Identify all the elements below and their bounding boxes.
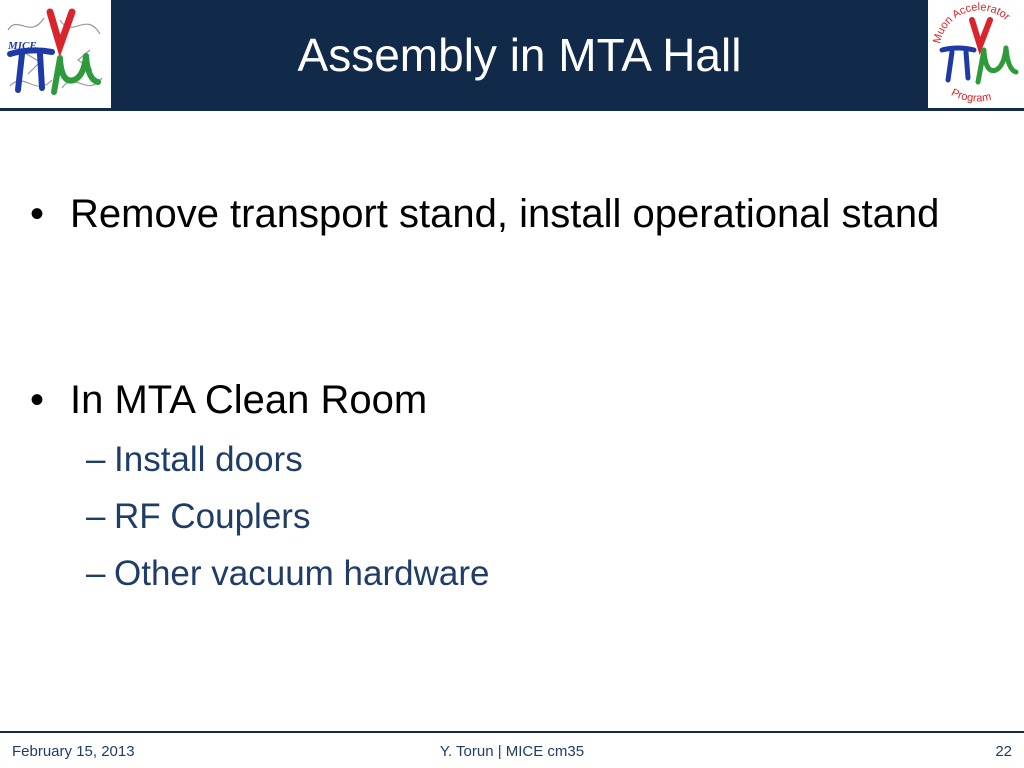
footer-date: February 15, 2013 (12, 743, 135, 760)
sub-bullet-marker: – (86, 497, 106, 536)
svg-text:Program (949, 87, 992, 105)
slide-title: Assembly in MTA Hall (297, 29, 742, 81)
bullet-text: Remove transport stand, install operational stand (70, 192, 940, 236)
sub-bullet-item (86, 495, 310, 539)
footer-author: Y. Torun | MICE cm35 (439, 743, 585, 760)
footer-page-number: 22 (995, 743, 1012, 760)
sub-bullet-item (86, 438, 303, 482)
map-logo-text-bottom: Program (949, 86, 993, 105)
muon-accelerator-program-logo (928, 0, 1024, 108)
bullet-marker: • (30, 378, 45, 422)
sub-bullet-marker: – (86, 440, 106, 479)
slide-body (0, 111, 1024, 731)
sub-bullet-text: Other vacuum hardware (114, 554, 490, 593)
bullet-text: In MTA Clean Room (70, 378, 428, 422)
sub-bullet-marker: – (86, 554, 106, 593)
sub-bullet-text: RF Couplers (114, 497, 311, 536)
sub-bullet-item (86, 552, 489, 596)
map-logo-text-top: Muon Accelerator (931, 1, 1013, 45)
slide-header (0, 0, 1024, 108)
mice-logo-text: MICE (8, 40, 37, 52)
mice-logo (0, 0, 111, 108)
footer-divider (0, 731, 1024, 733)
mice-logo-icon (0, 0, 111, 108)
bullet-marker: • (30, 192, 45, 236)
map-logo-icon (928, 0, 1024, 108)
sub-bullet-text: Install doors (114, 440, 303, 479)
slide-footer (0, 738, 1024, 766)
